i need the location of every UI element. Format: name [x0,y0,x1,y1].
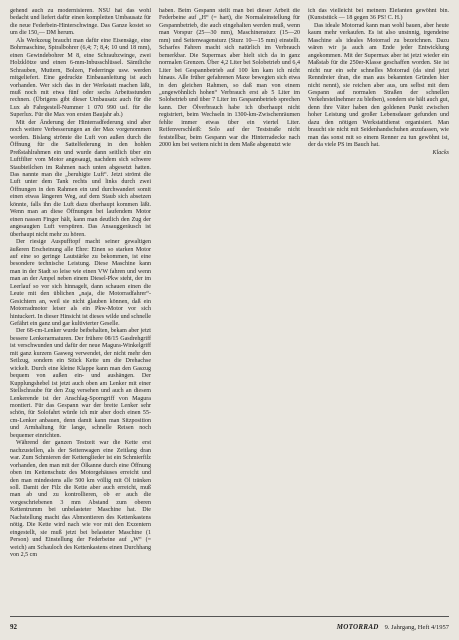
article-column-3 [308,8,449,610]
page-footer [10,616,449,634]
author-signoff: Klacks [432,149,449,156]
paragraph: Der 68-cm-Lenker wurde beibehalten, bekam aber jetzt bessere Lenkerarmaturen. Der frühere 08/15 Gasdrehgriff ist verschwunden und dafür der neue Magura-Winkelgriff mit ganz kurzem Gasweg verwendet, der nicht mehr den Seilzug, sondern ein Stück Kette um die Drehachse wickelt. Durch eine kleine Klappe kann man den Gaszug bequem von außen ein- und aushängen. Der Kupplungshebel ist jetzt auch oben am Lenker mit einer Stellschraube für den Zug versehen und auch an diesem Lenkerende ist der Anschlag-Sporngriff von Magura montiert. Für das Gespann war der breite Lenker sehr schön, für Solofahrt würde ich mir aber doch einen 55-cm-Lenker anbauen, denn damit kann man Sitzposition und Armhaltung für lange, schnelle Reisen noch bequemer einrichten. [10,328,151,439]
magazine-name: MOTORRAD [336,623,379,631]
paragraph: Das ideale Motorrad kann man wohl bauen, aber heute kaum mehr verkaufen. Es ist also unsinnig, irgendeine Maschine als ideales Motorrad zu bezeichnen. Dazu wären wir ja auch am Ende jeder Entwicklung angekommen. Mit der Supermax aber ist jetzt wieder ein Maßstab für die 250er-Klasse geschaffen worden. Sie ist nicht nur ein sehr schnelles Motorrad (da sind jetzt Renndreier dran, die man aus bekannten Gründen hier nicht nennt), sie reichen aber aus, um selbst mit dem Gespann auf normalen Straßen der schnellen Verkehrsteilnehmer zu bleiben), sondern sie hält auch gut, denn ihre Väter haben den goldenen Punkt zwischen hoher Leistung und großer Lebensdauer gefunden und dazu den nötigen Werkstattdienst organisiert. Man braucht sie nicht mit Seidenhandschuhen anzufassen, wie man das sonst mit so einem Renner zu tun gewöhnt ist, der da viele PS im Bauch hat. [308,22,449,149]
paragraph: ich das vielleicht bei meinem Elefanten gewöhnt bin. (Kunststück — 18 gegen 36 PS! C. H.) [308,8,449,22]
paragraph: Als Werkzeug braucht man dafür eine Eisensäge, eine Bohrmaschine, Spiralbohrer (6,4; 7; 8,4; 10 und 18 mm), einen Gewindebohrer M 8, eine Schraubzwinge, zwei Holzklötze und einen 6-mm-Inbusschlüssel. Sämtliche Schrauben, Muttern, Bolzen, Federringe usw. werden mitgeliefert. Eine gedruckte Einbauanleitung ist auch vorhanden. Wer sich das in der Werkstatt machen läßt, muß noch mit etwa fünf oder sechs Arbeitsstunden rechnen. (Übrigens gibt dieser Umbausatz auch für die Lux ab Fahrgestell-Nummer 1 070 990 usf. für die Superlux. Für die Max von ersten Baujahr ab.) [10,37,151,119]
page-number: 92 [10,623,17,631]
paragraph: Mit der Änderung der Hinterradfederung sind aber noch weitere Verbesserungen an der Max vorgenommen worden. Bislang strömte die Luft von außen durch die Öffnung für die Sattelfederung in den hohlen Preßstahlrahmen ein und wurde dann seitlich über ein Luftfilter vom Motor angesaugt, nachdem sich schwere Staubteilchen im Rahmen nach unten abgesetzt hatten. Das nannte man die „beruhigte Luft“. Jetzt strömt die Luft unter dem Tank rechts und links durch zwei Öffnungen in den Rahmen ein und durchwandert somit einen etwas längeren Weg, auf dem Staub sich absetzen könnte, falls ihn die Luft dazu überhaupt kommen läßt. Wenn man an diese Öffnungen bei laufendem Motor einen nassen Finger hält, kann man deutlich den Zug der angesaugten Luft verspüren. Das Ansauggeräusch ist überhaupt nicht mehr zu hören. [10,119,151,238]
article-column-2 [159,8,300,610]
article-column-1 [10,8,151,610]
paragraph: haben. Beim Gespann stellt man bei dieser Arbeit die Federbeine auf „H“ (= hart), die Normaleinstellung für Gespannbetrieb, die auch eingehalten werden muß, wenn man Vorspur (25—30 mm), Maschinensturz (15—20 mm) und Seitenwagensturz (Sturz 10—15 mm) einstellt. Scharfes Fahren macht sich natürlich im Verbrauch bemerkbar. Die Supermax aber hielt sich da in ganz normalen Grenzen. Über 4,2 Liter bei Solobetrieb und 6,4 Liter bei Gespannbetrieb auf 100 km kam ich nicht hinaus. Alle früher gefahrenen Maxe bewegten sich etwa in den gleichen Rahmen, so daß man von einem „ungewöhnlich hohen“ Verbrauch erst ab 5 Liter im Solobetrieb und über 7 Liter im Gespannbetrieb sprechen kann. Der Ölverbrauch habe ich überhaupt nicht registriert, beim Wechseln in 1300-km-Zwischenräumen fehlte immer etwas über ein viertel Liter. Reifenverschleiß: Solo auf der Teststraße nicht feststellbar, beim Gespann war die Hinterradecke nach 2000 km bei weitem nicht in dem Maße abgenutzt wie [159,8,300,149]
paragraph: gehend auch zu modernisieren. NSU hat das wohl bedacht und liefert dafür einen kompletten Umbausatz für die neue Federbein-Hinterschwinge. Das Ganze kostet so um die 150,— DM herum. [10,8,151,37]
paragraph: Während der ganzen Testzeit war die Kette erst nachzustellen, als der Seitenwagen eine Zeitlang dran war. Zum Schmieren der Kettenglieder ist ein Schmierfilz vorhanden, den man mit der Ölkanne durch eine Öffnung oben im Kettenschutz des Motorgehäuses erreicht und den man mindestens alle 500 km völlig mit Öl tränken soll. Damit der Filz die Kette aber auch erreicht, muß man ab und zu kontrollieren, ob er auch die vorgeschriebenen 3 mm Abstand zum oberen Kettentrumm bei unbelasteter Maschine hat. Die Nachstellung macht das Abmontieren des Kettenkastens nötig. Die Kette wird nach wie vor mit den Exzentern eingestellt, sie muß jetzt bei belasteter Maschine (1 Person) und Einstellung der Federbeine auf „W“ (= weich) am Schauloch des Kettenkastens einen Durchhang von 2,5 cm [10,440,151,559]
paragraph: Der riesige Auspufftopf macht seiner gewaltigen äußeren Erscheinung alle Ehre: Einen so starken Motor auf eine so geringe Lautstärke zu bekommen, ist eine besondere technische Leistung. Diese Maschine kann man in der Stadt so leise wie einen VW fahren und wenn man an der Ampel neben einem Diesel-Pkw steht, der im Leerlauf so vor sich hinnagelt, dann schauen einen die Leute mit den üblichen „naja, die Motorradfahrer“-Gesichtern an, weil sie nicht glauben können, daß ein Motorradmotor leiser als ein Pkw-Motor vor sich hintuckert. In dieser Hinsicht ist dieses wilde und schnelle Gefährt ein ganz und gar kultivierter Geselle. [10,239,151,328]
issue-info: 9. Jahrgang, Heft 4/1957 [384,624,449,631]
article-body [10,8,449,610]
footer-masthead [337,623,449,631]
